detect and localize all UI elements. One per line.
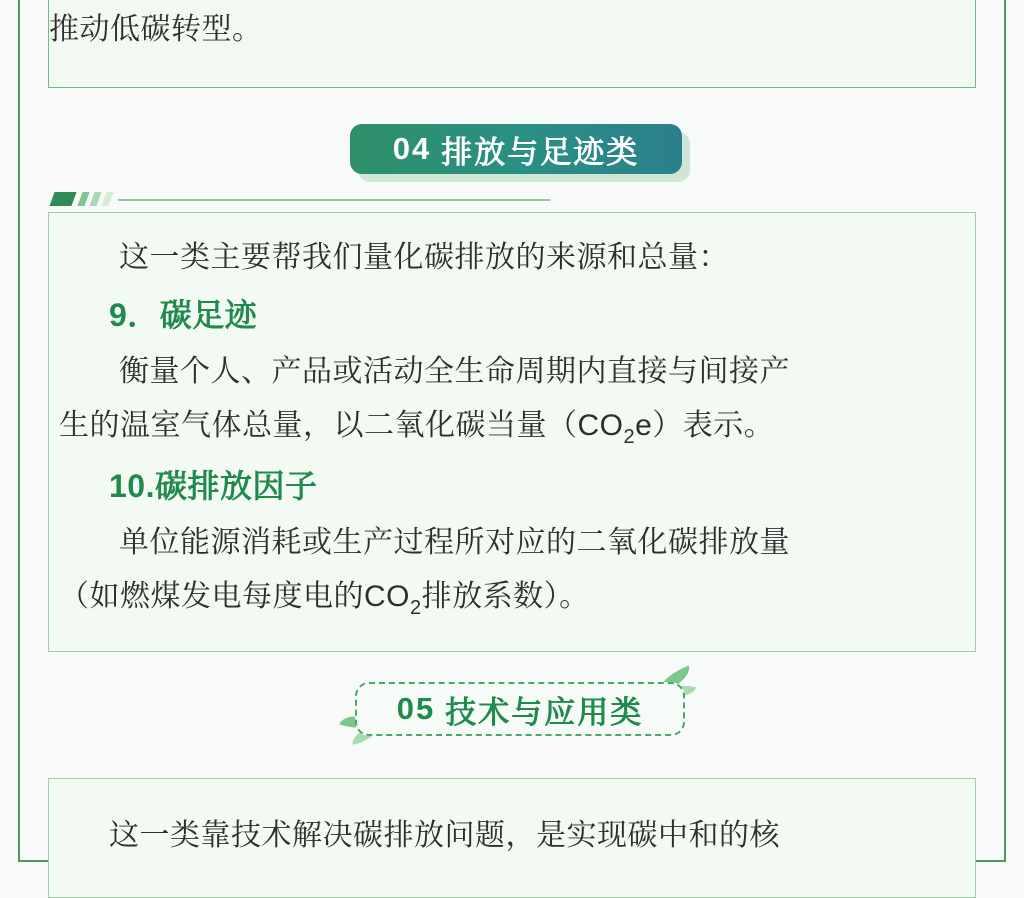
card-carbon-tax-text [49, 0, 977, 57]
section-05-intro: 这一类靠技术解决碳排放问题，是实现碳中和的核 [109, 819, 780, 852]
section-04-intro: 这一类主要帮我们量化碳排放的来源和总量： [119, 241, 729, 274]
cf-desc-part-a: 生的温室气体总量，以二氧化碳当量（CO [59, 409, 624, 442]
term-carbon-footprint-desc-1: 衡量个人、产品或活动全生命周期内直接与间接产 [119, 355, 790, 388]
section-05-number: 05 [396, 691, 436, 726]
term-carbon-footprint: 9．碳足迹 [109, 297, 258, 333]
section-05-heading [335, 676, 705, 748]
section-04-heading [350, 124, 690, 180]
ef-desc-subscript: 2 [410, 597, 422, 619]
card-carbon-tax [48, 0, 976, 88]
cf-desc-part-b: e）表示。 [635, 409, 775, 442]
card-section-04 [48, 212, 976, 652]
ef-desc-part-a: （如燃煤发电每度电的CO [59, 580, 410, 613]
heading-rule [118, 199, 550, 201]
section-04-heading-pill [350, 124, 682, 174]
carbon-tax-line-2: 推动低碳转型。 [49, 13, 263, 46]
section-04-title: 排放与足迹类 [441, 134, 640, 170]
stripe-decoration-icon [52, 192, 116, 206]
card-section-05 [48, 778, 976, 898]
term-carbon-footprint-desc-2 [49, 399, 975, 456]
term-emission-factor: 10.碳排放因子 [109, 468, 318, 504]
section-04-body [49, 231, 975, 627]
section-05-body [49, 809, 977, 863]
section-05-title: 技术与应用类 [445, 694, 644, 730]
term-emission-factor-desc-1: 单位能源消耗或生产过程所对应的二氧化碳排放量 [119, 526, 790, 559]
section-05-heading-pill [355, 682, 685, 736]
cf-desc-subscript: 2 [623, 426, 636, 448]
section-04-number: 04 [392, 131, 432, 166]
term-emission-factor-desc-2 [49, 570, 975, 627]
ef-desc-part-b: 排放系数）。 [421, 580, 590, 613]
